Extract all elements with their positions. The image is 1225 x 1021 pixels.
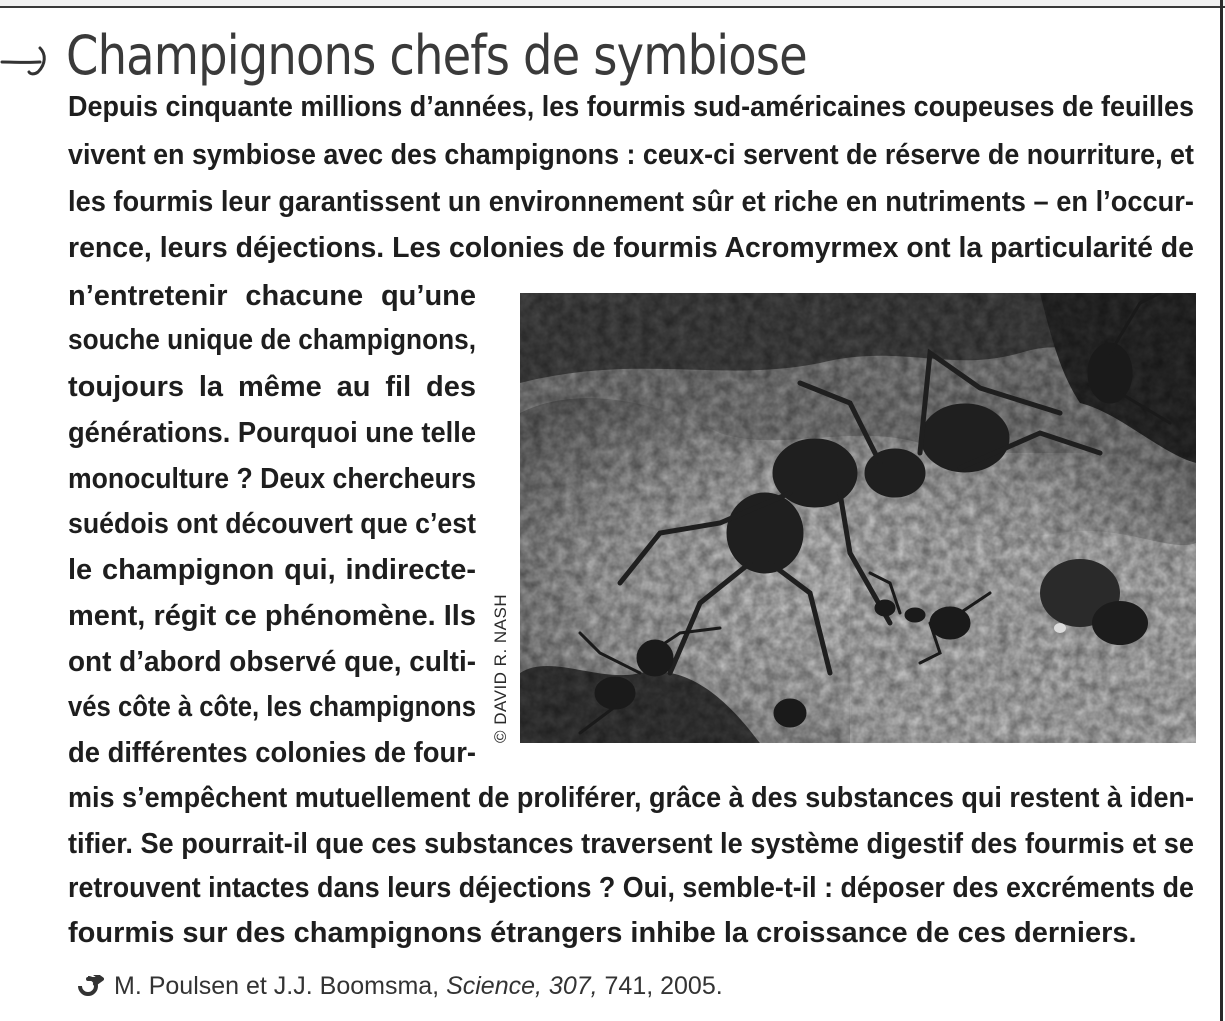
body-line: vés côte à côte, les champignons — [68, 691, 476, 723]
body-line: ont d’abord observé que, culti- — [68, 646, 476, 678]
body-line: monoculture ? Deux chercheurs — [68, 463, 476, 495]
ant-photo — [520, 293, 1196, 743]
body-line: le champignon qui, indirecte- — [68, 554, 476, 586]
top-border — [0, 0, 1225, 8]
body-line: mis s’empêchent mutuellement de proliférer, grâce à des substances qui restent à iden- — [68, 782, 1194, 814]
reference-pages-year: 741, 2005. — [597, 972, 723, 1000]
body-line-last: fourmis sur des champignons étrangers inhibe la croissance de ces derniers. — [68, 917, 1137, 949]
body-line: ment, régit ce phénomène. Ils — [68, 600, 476, 632]
body-line: de différentes colonies de four- — [68, 737, 476, 769]
body-line: retrouvent intactes dans leurs déjections ? Oui, semble-t-il : déposer des excréments de — [68, 872, 1194, 904]
body-line: rence, leurs déjections. Les colonies de fourmis Acromyrmex ont la particularité de — [68, 232, 1194, 264]
reference-journal: Science, 307, — [446, 972, 598, 1000]
body-line: tifier. Se pourrait-il que ces substances traversent le système digestif des fourmis et se — [68, 828, 1194, 860]
body-line: vivent en symbiose avec des champignons : ceux-ci servent de réserve de nourriture, et — [68, 139, 1194, 171]
circled-arrow-icon — [74, 975, 104, 997]
right-border — [1220, 0, 1223, 1021]
body-line: n’entretenir chacune qu’une — [68, 280, 476, 312]
article-title: Champignons chefs de symbiose — [66, 24, 807, 87]
body-line: souche unique de champignons, — [68, 324, 476, 356]
body-line: suédois ont découvert que c’est — [68, 508, 476, 540]
pen-arrow-icon — [0, 40, 62, 80]
ant-photo-illustration — [520, 293, 1196, 743]
body-line: toujours la même au fil des — [68, 371, 476, 403]
body-line: les fourmis leur garantissent un environnement sûr et riche en nutriments – en l’occur- — [68, 186, 1194, 218]
body-line: Depuis cinquante millions d’années, les fourmis sud-américaines coupeuses de feuilles — [68, 91, 1194, 123]
reference-authors: M. Poulsen et J.J. Boomsma, — [114, 972, 447, 1000]
reference-line — [74, 968, 723, 1004]
photo-credit-text: © DAVID R. NASH — [491, 593, 510, 743]
body-line: générations. Pourquoi une telle — [68, 417, 476, 449]
